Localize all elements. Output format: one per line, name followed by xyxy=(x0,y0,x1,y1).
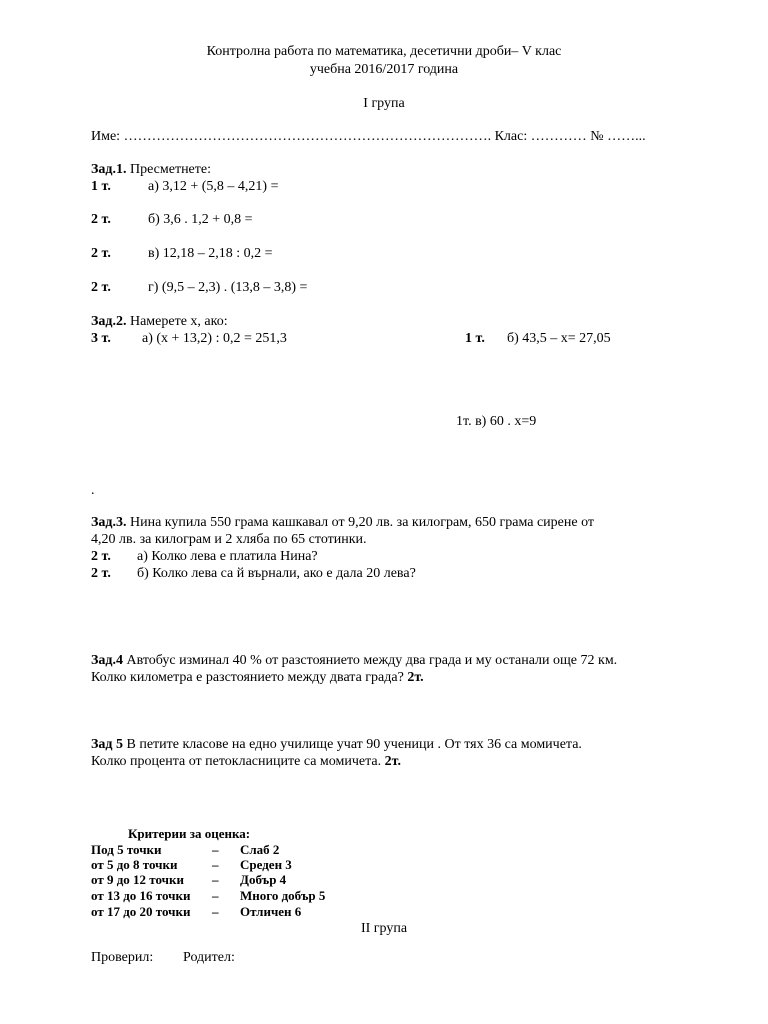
task1-item-b-points: 2 т. xyxy=(91,212,111,227)
task2-b-points: 1 т. xyxy=(465,331,485,346)
criteria-title: Критерии за оценка: xyxy=(128,826,251,841)
criteria-row-5-range: от 17 до 20 точки xyxy=(91,904,191,919)
task2-instruction: Намерете х, ако: xyxy=(129,314,228,329)
task4-line1-text: Автобус изминал 40 % от разстоянието между два града и му останали още 72 км. xyxy=(126,653,618,668)
task1-item-c-points: 2 т. xyxy=(91,246,111,261)
task3-item-a-text: а) Колко лева е платила Нина? xyxy=(137,549,318,564)
criteria-row-5-dash: – xyxy=(212,904,219,919)
task2-title: Зад.2. xyxy=(91,314,127,329)
criteria-row-4-range: от 13 до 16 точки xyxy=(91,888,191,903)
task3-item-b-text: б) Колко лева са й върнали, ако е дала 20 лева? xyxy=(137,566,416,581)
task5-line1 xyxy=(91,736,582,753)
criteria-row-3-grade: Добър 4 xyxy=(240,872,287,887)
task1-item-b-text: б) 3,6 . 1,2 + 0,8 = xyxy=(148,212,253,227)
task3-title: Зад.3. xyxy=(91,515,127,530)
task1-item-c-text: в) 12,18 – 2,18 : 0,2 = xyxy=(148,246,273,261)
task4-points: 2т. xyxy=(407,670,424,685)
task5-title: Зад 5 xyxy=(91,737,123,752)
school-year: учебна 2016/2017 година xyxy=(309,62,459,77)
task1-heading xyxy=(91,161,211,178)
task2-heading xyxy=(91,313,228,330)
task2-c-text: 1т. в) 60 . х=9 xyxy=(456,414,537,429)
task2-a-points: 3 т. xyxy=(91,331,111,346)
stray-dot: . xyxy=(91,483,95,498)
task4-title: Зад.4 xyxy=(91,653,123,668)
task1-title: Зад.1. xyxy=(91,162,127,177)
criteria-row-4-dash: – xyxy=(212,888,219,903)
task5-line1-text: В петите класове на едно училище учат 90 ученици . От тях 36 са момичета. xyxy=(126,737,582,752)
task3-line2: 4,20 лв. за килограм и 2 хляба по 65 стотинки. xyxy=(91,532,367,547)
task1-item-a-points: 1 т. xyxy=(91,179,111,194)
criteria-row-5-grade: Отличен 6 xyxy=(240,904,302,919)
criteria-row-1-grade: Слаб 2 xyxy=(240,842,280,857)
task1-item-d-text: г) (9,5 – 2,3) . (13,8 – 3,8) = xyxy=(148,280,308,295)
criteria-row-4-grade: Много добър 5 xyxy=(240,888,326,903)
task3-item-b-points: 2 т. xyxy=(91,566,111,581)
task4-line1 xyxy=(91,652,617,669)
task5-line2-text: Колко процента от петокласниците са момичета. xyxy=(91,754,382,769)
document-title: Контролна работа по математика, десетични дроби– V клас xyxy=(206,44,562,59)
task4-line2-text: Колко километра е разстоянието между двата града? xyxy=(91,670,404,685)
task1-item-a-text: а) 3,12 + (5,8 – 4,21) = xyxy=(148,179,279,194)
student-info-line: Име: ……………………………………………………………………. Клас: ………… № ……... xyxy=(91,129,646,144)
task4-line2 xyxy=(91,669,424,686)
task3-line1-text: Нина купила 550 грама кашкавал от 9,20 лв. за килограм, 650 грама сирене от xyxy=(129,515,595,530)
task5-points: 2т. xyxy=(384,754,401,769)
task5-line2 xyxy=(91,753,401,770)
criteria-row-2-grade: Среден 3 xyxy=(240,857,292,872)
criteria-row-2-range: от 5 до 8 точки xyxy=(91,857,178,872)
task3-item-a-points: 2 т. xyxy=(91,549,111,564)
group2-label: II група xyxy=(360,921,408,936)
checked-by-label: Проверил: xyxy=(91,950,154,965)
criteria-row-1-range: Под 5 точки xyxy=(91,842,162,857)
criteria-row-3-range: от 9 до 12 точки xyxy=(91,872,184,887)
parent-label: Родител: xyxy=(183,950,235,965)
task1-item-d-points: 2 т. xyxy=(91,280,111,295)
criteria-row-1-dash: – xyxy=(212,842,219,857)
task2-a-text: а) (х + 13,2) : 0,2 = 251,3 xyxy=(142,331,287,346)
task1-instruction: Пресметнете: xyxy=(129,162,211,177)
task2-b-text: б) 43,5 – х= 27,05 xyxy=(507,331,611,346)
criteria-row-3-dash: – xyxy=(212,872,219,887)
criteria-row-2-dash: – xyxy=(212,857,219,872)
task3-line1 xyxy=(91,514,594,531)
group-label: I група xyxy=(363,96,405,111)
